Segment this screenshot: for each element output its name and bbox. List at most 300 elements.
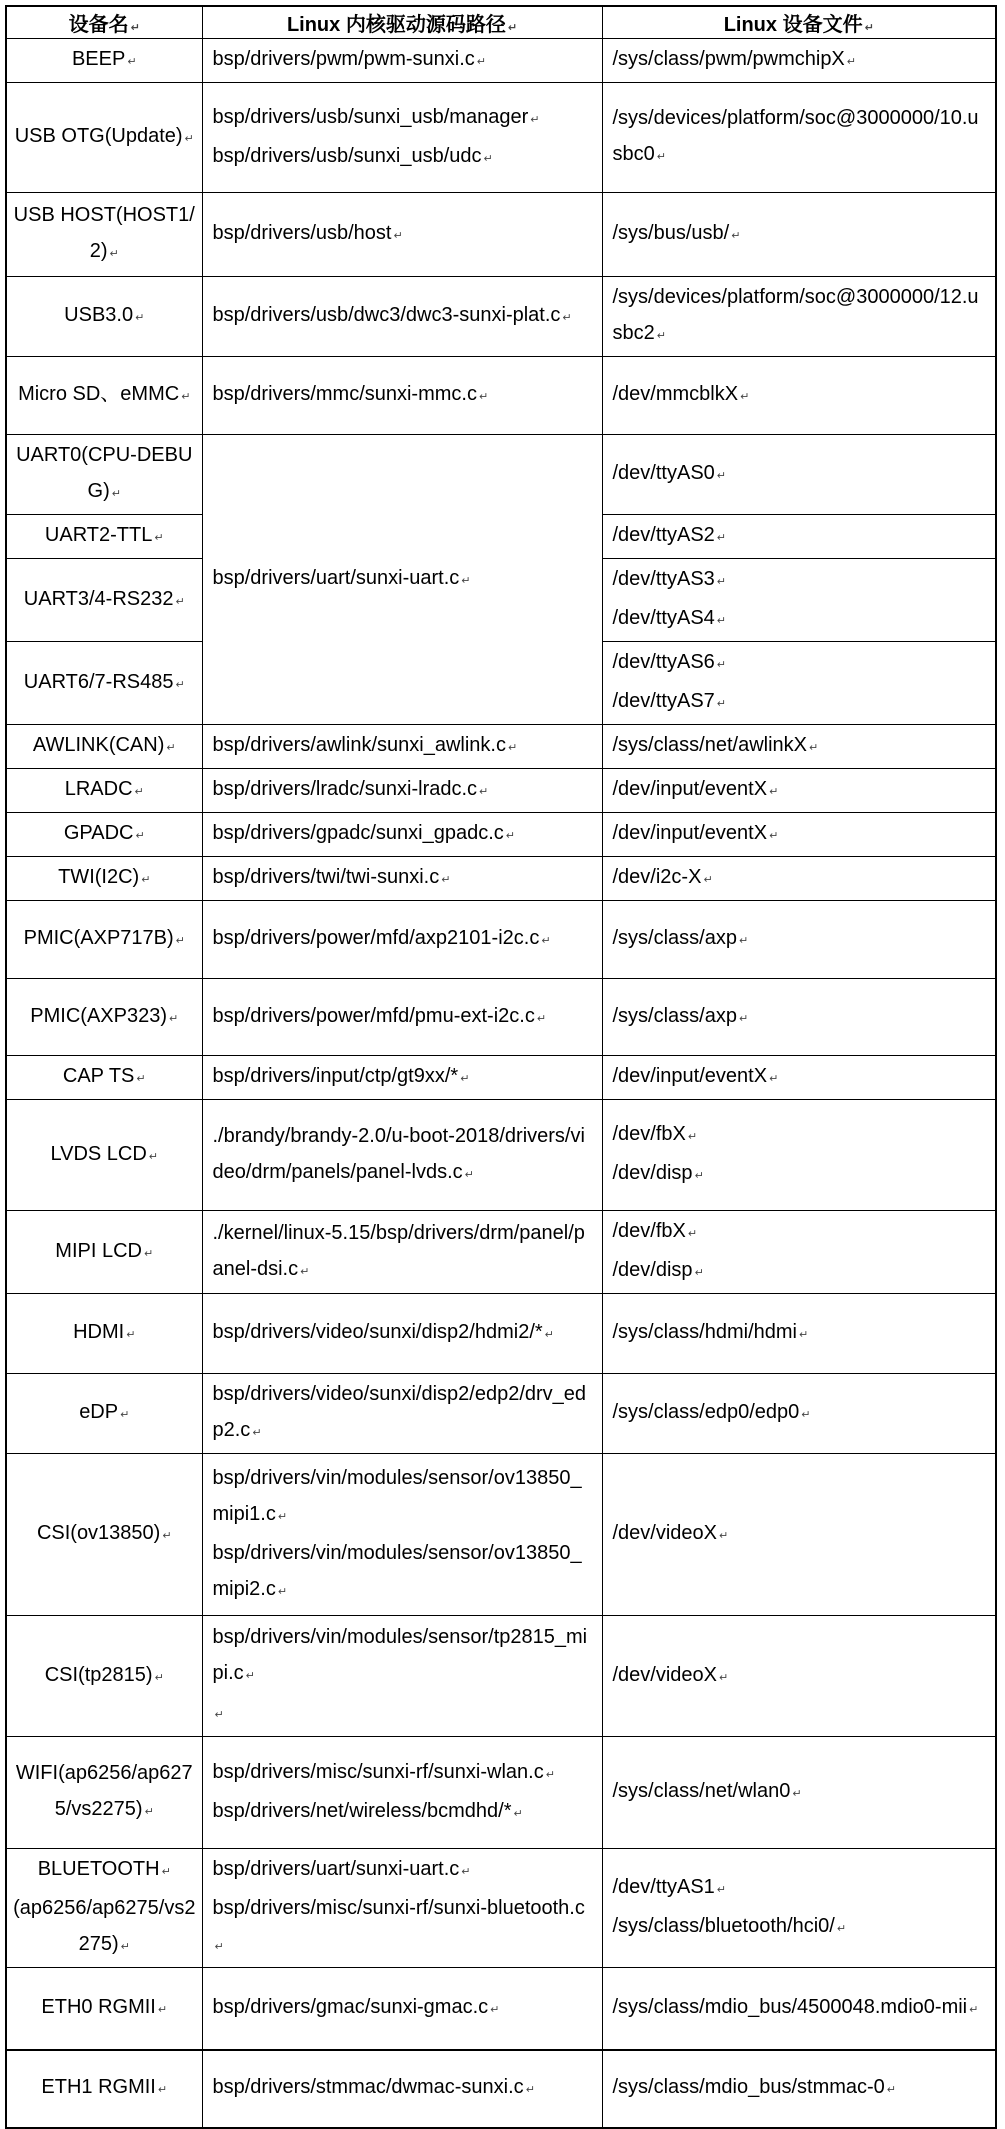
column-header xyxy=(602,6,996,39)
device-name-cell xyxy=(6,1454,202,1616)
paragraph-return-mark: ↵ xyxy=(127,56,137,68)
paragraph-return-mark: ↵ xyxy=(161,1866,171,1878)
cell-text: UART2-TTL xyxy=(44,524,153,546)
cell-text: CSI(tp2815) xyxy=(44,1663,153,1686)
driver-path-cell xyxy=(202,901,602,979)
cell-paragraph xyxy=(613,376,986,415)
cell-text: bsp/drivers/usb/sunxi_usb/manager xyxy=(212,105,529,128)
cell-paragraph xyxy=(11,1515,198,1554)
cell-paragraph xyxy=(11,1058,198,1097)
device-name-cell xyxy=(6,769,202,813)
device-file-cell xyxy=(602,1616,996,1737)
table-row xyxy=(6,1374,996,1454)
cell-text: ETH0 RGMII xyxy=(41,1995,156,2018)
paragraph-return-mark: ↵ xyxy=(143,1247,154,1260)
device-name-cell xyxy=(6,83,202,193)
cell-text: TWI(I2C) xyxy=(58,866,140,888)
driver-path-cell xyxy=(202,435,602,725)
cell-paragraph xyxy=(11,1657,198,1696)
cell-text: /sys/class/axp xyxy=(612,1004,737,1027)
device-file-cell xyxy=(602,769,996,813)
driver-path-cell xyxy=(202,1211,602,1294)
cell-text: ./brandy/brandy-2.0/u-boot-2018/drivers/video/drm/panels/panel-lvds.c xyxy=(212,1124,585,1183)
cell-paragraph xyxy=(613,920,986,959)
cell-paragraph xyxy=(213,771,592,810)
device-name-cell xyxy=(6,1737,202,1849)
cell-text: /dev/ttyAS2 xyxy=(612,524,715,546)
cell-paragraph xyxy=(213,376,592,415)
cell-text: eDP xyxy=(79,1401,119,1423)
cell-paragraph xyxy=(613,1155,986,1194)
cell-text: BEEP xyxy=(71,48,126,70)
table-row xyxy=(6,39,996,83)
cell-paragraph xyxy=(213,1535,592,1610)
device-name-cell xyxy=(6,1968,202,2050)
cell-text: bsp/drivers/stmmac/dwmac-sunxi.c xyxy=(212,2076,524,2098)
cell-paragraph xyxy=(11,920,198,959)
cell-text: (ap6256/ap6275/vs2275) xyxy=(13,1897,196,1955)
paragraph-return-mark: ↵ xyxy=(135,312,145,324)
cell-paragraph xyxy=(613,215,986,254)
device-file-cell xyxy=(602,725,996,769)
cell-text: /sys/bus/usb/ xyxy=(612,222,730,244)
cell-text: UART0(CPU-DEBUG) xyxy=(16,444,193,502)
cell-text: bsp/drivers/power/mfd/axp2101-i2c.c xyxy=(212,927,540,949)
cell-paragraph xyxy=(207,8,598,37)
cell-text: bsp/drivers/usb/dwc3/dwc3-sunxi-plat.c xyxy=(212,304,561,326)
cell-paragraph xyxy=(213,215,592,254)
table-row xyxy=(6,1294,996,1374)
paragraph-return-mark: ↵ xyxy=(136,1073,146,1085)
cell-text: bsp/drivers/uart/sunxi-uart.c xyxy=(212,567,460,589)
cell-paragraph xyxy=(613,1773,986,1812)
device-name-cell xyxy=(6,1374,202,1454)
cell-paragraph xyxy=(213,998,592,1037)
cell-text: USB3.0 xyxy=(64,304,134,326)
paragraph-return-mark: ↵ xyxy=(769,786,779,798)
device-name-cell xyxy=(6,813,202,857)
cell-paragraph xyxy=(613,561,986,600)
cell-paragraph xyxy=(613,1058,986,1097)
driver-path-cell xyxy=(202,1616,602,1737)
cell-text: bsp/drivers/vin/modules/sensor/ov13850_mipi2.c xyxy=(212,1541,582,1600)
paragraph-return-mark: ↵ xyxy=(507,22,518,34)
cell-paragraph xyxy=(613,1515,986,1554)
column-header xyxy=(202,6,602,39)
paragraph-return-mark: ↵ xyxy=(530,113,540,126)
paragraph-return-mark: ↵ xyxy=(716,659,726,671)
device-file-cell xyxy=(602,1056,996,1100)
driver-path-cell xyxy=(202,1454,602,1616)
paragraph-return-mark: ↵ xyxy=(120,1941,130,1953)
cell-paragraph xyxy=(11,517,198,556)
cell-text: ETH1 RGMII xyxy=(41,2076,156,2098)
paragraph-return-mark: ↵ xyxy=(461,1866,471,1878)
device-file-cell xyxy=(602,901,996,979)
cell-text: CAP TS xyxy=(62,1065,135,1087)
table-row xyxy=(6,901,996,979)
paragraph-return-mark: ↵ xyxy=(141,874,151,886)
device-file-cell xyxy=(602,642,996,725)
paragraph-return-mark: ↵ xyxy=(214,1941,224,1953)
cell-text: LVDS LCD xyxy=(50,1142,147,1165)
driver-path-cell xyxy=(202,1294,602,1374)
table-row xyxy=(6,83,996,193)
cell-paragraph xyxy=(11,1314,198,1353)
cell-paragraph xyxy=(213,1314,592,1353)
cell-text: bsp/drivers/lradc/sunxi-lradc.c xyxy=(212,778,478,800)
paragraph-return-mark: ↵ xyxy=(148,1150,159,1163)
table-row xyxy=(6,1100,996,1211)
cell-text: UART6/7-RS485 xyxy=(23,670,174,693)
device-file-cell xyxy=(602,1737,996,1849)
paragraph-return-mark: ↵ xyxy=(886,2084,897,2096)
cell-paragraph xyxy=(213,1376,592,1451)
device-file-cell xyxy=(602,1849,996,1968)
paragraph-return-mark: ↵ xyxy=(169,1012,179,1025)
cell-text: LRADC xyxy=(64,778,133,800)
cell-paragraph xyxy=(11,118,198,157)
cell-text: 设备名 xyxy=(68,14,129,36)
paragraph-return-mark: ↵ xyxy=(769,1073,779,1085)
cell-paragraph xyxy=(613,1116,986,1155)
device-name-cell xyxy=(6,515,202,559)
cell-text: bsp/drivers/misc/sunxi-rf/sunxi-bluetooth.c xyxy=(212,1897,585,1919)
cell-text: bsp/drivers/usb/host xyxy=(212,222,392,244)
table-row xyxy=(6,769,996,813)
paragraph-return-mark: ↵ xyxy=(490,2003,500,2016)
paragraph-return-mark: ↵ xyxy=(157,2003,168,2016)
cell-text: BLUETOOTH xyxy=(37,1858,160,1880)
cell-text: /dev/ttyAS0 xyxy=(612,462,715,484)
paragraph-return-mark: ↵ xyxy=(716,576,726,588)
table-row xyxy=(6,435,996,515)
cell-text: bsp/drivers/gmac/sunxi-gmac.c xyxy=(212,1995,489,2018)
driver-path-cell xyxy=(202,857,602,901)
paragraph-return-mark: ↵ xyxy=(461,575,471,587)
cell-text: bsp/drivers/input/ctp/gt9xx/* xyxy=(212,1065,459,1087)
cell-paragraph xyxy=(213,99,592,138)
paragraph-return-mark: ↵ xyxy=(277,1510,288,1523)
cell-text: PMIC(AXP323) xyxy=(30,1004,167,1027)
driver-path-cell xyxy=(202,1968,602,2050)
paragraph-return-mark: ↵ xyxy=(277,1585,288,1598)
cell-text: /sys/class/net/wlan0 xyxy=(612,1780,791,1802)
cell-paragraph xyxy=(613,1989,986,2028)
paragraph-return-mark: ↵ xyxy=(694,1267,704,1279)
paragraph-return-mark: ↵ xyxy=(154,1671,164,1684)
paragraph-return-mark: ↵ xyxy=(792,1788,802,1800)
cell-paragraph xyxy=(11,1851,198,1890)
paragraph-return-mark: ↵ xyxy=(836,1923,847,1935)
cell-text: UART3/4-RS232 xyxy=(23,587,174,610)
paragraph-return-mark: ↵ xyxy=(716,532,726,544)
cell-text: MIPI LCD xyxy=(55,1239,142,1262)
paragraph-return-mark: ↵ xyxy=(111,488,121,500)
cell-text: bsp/drivers/power/mfd/pmu-ext-i2c.c xyxy=(212,1004,535,1027)
cell-paragraph xyxy=(613,1314,986,1353)
cell-paragraph xyxy=(213,2069,592,2108)
device-file-cell xyxy=(602,1968,996,2050)
cell-text: /dev/videoX xyxy=(612,1522,718,1544)
paragraph-return-mark: ↵ xyxy=(162,1530,172,1542)
paragraph-return-mark: ↵ xyxy=(460,1073,470,1085)
cell-text: USB HOST(HOST1/2) xyxy=(13,204,195,262)
driver-path-cell xyxy=(202,1100,602,1211)
device-driver-table xyxy=(5,5,997,2129)
cell-text: HDMI xyxy=(73,1321,125,1343)
driver-path-cell xyxy=(202,1374,602,1454)
cell-text: /sys/devices/platform/soc@3000000/10.usbc0 xyxy=(612,107,979,165)
cell-text: GPADC xyxy=(63,822,134,844)
cell-text: Micro SD、eMMC xyxy=(18,383,180,405)
paragraph-return-mark: ↵ xyxy=(245,1670,255,1682)
cell-text: /dev/disp xyxy=(612,1162,693,1184)
cell-text: /sys/devices/platform/soc@3000000/12.usbc2 xyxy=(612,286,979,344)
cell-text: Linux 内核驱动源码路径 xyxy=(286,14,506,36)
table-row xyxy=(6,1849,996,1968)
table-row xyxy=(6,1056,996,1100)
cell-text: bsp/drivers/video/sunxi/disp2/edp2/drv_edp2.c xyxy=(212,1383,587,1441)
cell-paragraph xyxy=(213,1754,592,1793)
device-file-cell xyxy=(602,193,996,277)
paragraph-return-mark: ↵ xyxy=(175,595,185,608)
paragraph-return-mark: ↵ xyxy=(801,1409,811,1421)
cell-paragraph xyxy=(213,920,592,959)
device-file-cell xyxy=(602,1100,996,1211)
cell-text: /sys/class/hdmi/hdmi xyxy=(612,1321,797,1343)
table-row xyxy=(6,1616,996,1737)
cell-text: /dev/ttyAS4 xyxy=(612,607,715,629)
paragraph-return-mark: ↵ xyxy=(130,22,140,34)
paragraph-return-mark: ↵ xyxy=(731,230,741,242)
cell-paragraph xyxy=(11,1755,198,1830)
paragraph-return-mark: ↵ xyxy=(175,935,185,947)
device-file-cell xyxy=(602,979,996,1056)
cell-text: /sys/class/mdio_bus/4500048.mdio0-mii xyxy=(612,1995,968,2018)
paragraph-return-mark: ↵ xyxy=(525,2084,535,2096)
cell-paragraph xyxy=(607,8,992,37)
cell-text: /dev/videoX xyxy=(612,1663,718,1686)
device-file-cell xyxy=(602,435,996,515)
cell-text: /dev/mmcblkX xyxy=(612,383,739,405)
cell-paragraph xyxy=(213,1460,592,1535)
device-name-cell xyxy=(6,193,202,277)
device-file-cell xyxy=(602,1211,996,1294)
driver-path-cell xyxy=(202,193,602,277)
paragraph-return-mark: ↵ xyxy=(126,1329,136,1341)
cell-paragraph xyxy=(213,859,592,898)
cell-paragraph xyxy=(213,1890,592,1965)
cell-paragraph xyxy=(213,1619,592,1694)
table-header xyxy=(6,6,996,39)
table-row xyxy=(6,1968,996,2050)
paragraph-return-mark: ↵ xyxy=(738,935,749,947)
cell-paragraph xyxy=(613,683,986,722)
device-file-cell xyxy=(602,357,996,435)
paragraph-return-mark: ↵ xyxy=(505,830,515,842)
cell-paragraph xyxy=(11,859,198,898)
paragraph-return-mark: ↵ xyxy=(157,2084,168,2096)
paragraph-return-mark: ↵ xyxy=(703,874,713,886)
cell-paragraph xyxy=(213,1215,592,1290)
table-row xyxy=(6,1211,996,1294)
paragraph-return-mark: ↵ xyxy=(154,532,164,544)
driver-path-cell xyxy=(202,2050,602,2128)
device-file-cell xyxy=(602,1454,996,1616)
paragraph-return-mark: ↵ xyxy=(562,312,572,324)
cell-paragraph xyxy=(11,1989,198,2028)
cell-paragraph xyxy=(613,455,986,494)
column-header xyxy=(6,6,202,39)
cell-paragraph xyxy=(613,771,986,810)
table-row xyxy=(6,1454,996,1616)
table-row xyxy=(6,857,996,901)
device-name-cell xyxy=(6,2050,202,2128)
cell-paragraph xyxy=(11,297,198,336)
paragraph-return-mark: ↵ xyxy=(799,1329,809,1341)
device-name-cell xyxy=(6,901,202,979)
cell-paragraph xyxy=(11,771,198,810)
cell-paragraph xyxy=(213,1118,592,1193)
paragraph-return-mark: ↵ xyxy=(507,742,518,754)
paragraph-return-mark: ↵ xyxy=(144,1806,154,1818)
device-name-cell xyxy=(6,1100,202,1211)
paragraph-return-mark: ↵ xyxy=(184,133,194,145)
device-name-cell xyxy=(6,979,202,1056)
cell-paragraph xyxy=(613,998,986,1037)
table-row xyxy=(6,357,996,435)
cell-paragraph xyxy=(11,664,198,703)
cell-text: CSI(ov13850) xyxy=(36,1522,161,1544)
paragraph-return-mark: ↵ xyxy=(300,1265,310,1278)
table-row xyxy=(6,2050,996,2128)
cell-text: ./kernel/linux-5.15/bsp/drivers/drm/panel/panel-dsi.c xyxy=(212,1221,585,1280)
cell-text: bsp/drivers/net/wireless/bcmdhd/* xyxy=(212,1799,512,1822)
cell-paragraph xyxy=(613,1908,986,1947)
cell-paragraph xyxy=(213,1989,592,2028)
device-file-cell xyxy=(602,1294,996,1374)
cell-paragraph xyxy=(213,41,592,80)
device-name-cell xyxy=(6,39,202,83)
cell-paragraph xyxy=(213,1058,592,1097)
paragraph-return-mark: ↵ xyxy=(716,698,726,710)
device-name-cell xyxy=(6,642,202,725)
cell-text: bsp/drivers/pwm/pwm-sunxi.c xyxy=(212,48,475,70)
device-file-cell xyxy=(602,559,996,642)
paragraph-return-mark: ↵ xyxy=(476,56,487,68)
paragraph-return-mark: ↵ xyxy=(740,391,750,403)
cell-paragraph xyxy=(213,815,592,854)
paragraph-return-mark: ↵ xyxy=(716,1884,726,1896)
cell-text: USB OTG(Update) xyxy=(14,125,183,147)
device-name-cell xyxy=(6,357,202,435)
cell-paragraph xyxy=(11,815,198,854)
cell-text: /dev/i2c-X xyxy=(612,866,702,888)
paragraph-return-mark: ↵ xyxy=(464,1168,474,1181)
paragraph-return-mark: ↵ xyxy=(687,1131,698,1143)
cell-text: /sys/class/net/awlinkX xyxy=(612,734,808,756)
cell-paragraph xyxy=(213,297,592,336)
cell-paragraph xyxy=(613,859,986,898)
cell-text: bsp/drivers/vin/modules/sensor/tp2815_mipi.c xyxy=(212,1626,588,1684)
device-name-cell xyxy=(6,1849,202,1968)
paragraph-return-mark: ↵ xyxy=(719,1530,729,1542)
cell-text: /dev/fbX xyxy=(612,1220,686,1242)
cell-text: PMIC(AXP717B) xyxy=(23,927,174,949)
cell-text: bsp/drivers/uart/sunxi-uart.c xyxy=(212,1858,460,1880)
paragraph-return-mark: ↵ xyxy=(541,935,551,947)
paragraph-return-mark: ↵ xyxy=(809,742,819,754)
device-file-cell xyxy=(602,1374,996,1454)
device-name-cell xyxy=(6,857,202,901)
cell-paragraph xyxy=(213,138,592,177)
cell-paragraph xyxy=(11,1890,198,1965)
driver-path-cell xyxy=(202,277,602,357)
paragraph-return-mark: ↵ xyxy=(656,151,666,163)
paragraph-return-mark: ↵ xyxy=(175,678,185,691)
cell-paragraph xyxy=(613,279,986,354)
paragraph-return-mark: ↵ xyxy=(738,1012,749,1025)
paragraph-return-mark: ↵ xyxy=(716,615,726,627)
cell-text: bsp/drivers/misc/sunxi-rf/sunxi-wlan.c xyxy=(212,1760,544,1783)
cell-text: AWLINK(CAN) xyxy=(32,734,165,756)
device-name-cell xyxy=(6,559,202,642)
cell-paragraph xyxy=(11,1233,198,1272)
device-name-cell xyxy=(6,725,202,769)
driver-path-cell xyxy=(202,725,602,769)
driver-path-cell xyxy=(202,813,602,857)
cell-text: bsp/drivers/gpadc/sunxi_gpadc.c xyxy=(212,822,504,844)
paragraph-return-mark: ↵ xyxy=(109,248,119,260)
paragraph-return-mark: ↵ xyxy=(513,1807,523,1820)
paragraph-return-mark: ↵ xyxy=(536,1012,547,1025)
device-file-cell xyxy=(602,277,996,357)
paragraph-return-mark: ↵ xyxy=(769,830,779,842)
cell-paragraph xyxy=(213,1851,592,1890)
table-row xyxy=(6,1737,996,1849)
device-name-cell xyxy=(6,277,202,357)
device-name-cell xyxy=(6,1294,202,1374)
paragraph-return-mark: ↵ xyxy=(181,391,191,403)
driver-path-cell xyxy=(202,1849,602,1968)
paragraph-return-mark: ↵ xyxy=(716,470,726,482)
cell-paragraph xyxy=(11,197,198,272)
cell-text: /dev/ttyAS3 xyxy=(612,568,715,590)
cell-text: /dev/ttyAS7 xyxy=(612,690,715,712)
cell-paragraph xyxy=(11,581,198,620)
cell-paragraph xyxy=(613,41,986,80)
paragraph-return-mark: ↵ xyxy=(478,391,489,403)
paragraph-return-mark: ↵ xyxy=(135,830,145,842)
cell-paragraph xyxy=(11,8,198,37)
paragraph-return-mark: ↵ xyxy=(969,2003,979,2016)
paragraph-return-mark: ↵ xyxy=(483,152,493,165)
driver-path-cell xyxy=(202,357,602,435)
table-row xyxy=(6,813,996,857)
device-file-cell xyxy=(602,83,996,193)
paragraph-return-mark: ↵ xyxy=(214,1709,224,1721)
cell-paragraph xyxy=(613,644,986,683)
driver-path-cell xyxy=(202,83,602,193)
paragraph-return-mark: ↵ xyxy=(545,1768,555,1781)
device-name-cell xyxy=(6,1211,202,1294)
table-row xyxy=(6,725,996,769)
cell-paragraph xyxy=(613,1252,986,1291)
paragraph-return-mark: ↵ xyxy=(656,330,666,342)
cell-text: bsp/drivers/video/sunxi/disp2/hdmi2/* xyxy=(212,1321,543,1343)
paragraph-return-mark: ↵ xyxy=(166,742,176,754)
